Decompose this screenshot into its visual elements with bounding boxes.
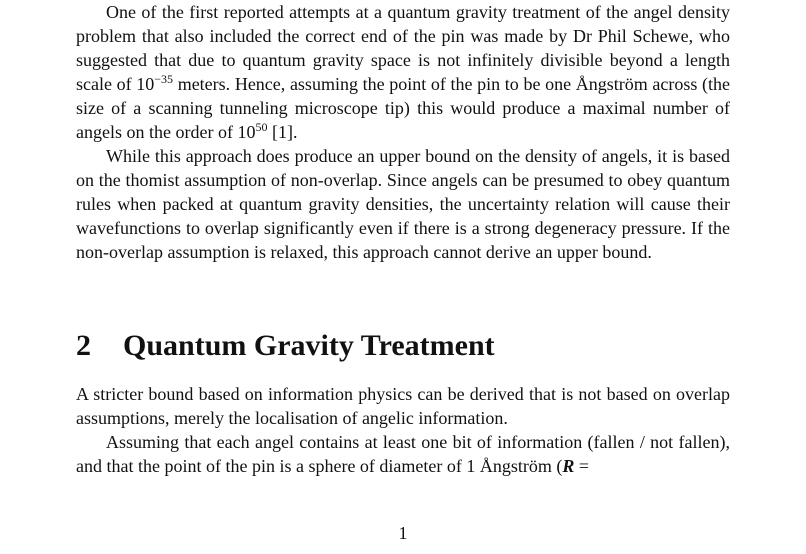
paragraph-stricter-bound: A stricter bound based on information physics can be derived that is not based on overlap assumptions, merely the localisation of angelic information. bbox=[76, 384, 730, 428]
paragraph-text-part: [1]. bbox=[267, 122, 298, 142]
paragraph-text-part: Assuming that each angel contains at least one bit of information (fallen / not fallen), and that the point of the pin is a sphere of diameter of 1 Ångström ( bbox=[76, 432, 730, 476]
page-number: 1 bbox=[398, 523, 408, 543]
text-block-bottom bbox=[76, 382, 730, 478]
section-title: Quantum Gravity Treatment bbox=[123, 329, 495, 362]
math-variable: R bbox=[562, 456, 575, 476]
paragraph-assumption bbox=[76, 430, 730, 478]
text-block-top bbox=[76, 0, 730, 264]
paragraph-text-part: One of the first reported attempts at a quantum gravity treatment of the angel density problem that also included the correct end of the pin was made by Dr Phil Schewe, who suggested that due to quantum gravity space is not infinitely divisible beyond a length scale of 10 bbox=[76, 2, 730, 94]
superscript-exponent: −35 bbox=[154, 72, 174, 86]
paragraph-pin-point-attempt bbox=[76, 0, 730, 144]
paragraph-text-part: = bbox=[574, 456, 590, 476]
superscript-exponent: 50 bbox=[255, 120, 268, 134]
section-heading bbox=[76, 326, 495, 366]
paragraph-non-overlap: While this approach does produce an upper bound on the density of angels, it is based on the thomist assumption of non-overlap. Since angels can be presumed to obey quantum rules when packed at quantum gravity densities, the uncertainty relation will cause their wavefunctions to overlap significantly even if there is a strong degeneracy pressure. If the non-overlap assumption is relaxed, this approach cannot derive an upper bound. bbox=[76, 146, 730, 262]
paragraph-text-part: meters. Hence, assuming the point of the pin to be one Ångström across (the size of a scanning tunneling microscope tip) this would produce a maximal number of angels on the order of 10 bbox=[76, 74, 730, 142]
section-number: 2 bbox=[76, 329, 91, 362]
